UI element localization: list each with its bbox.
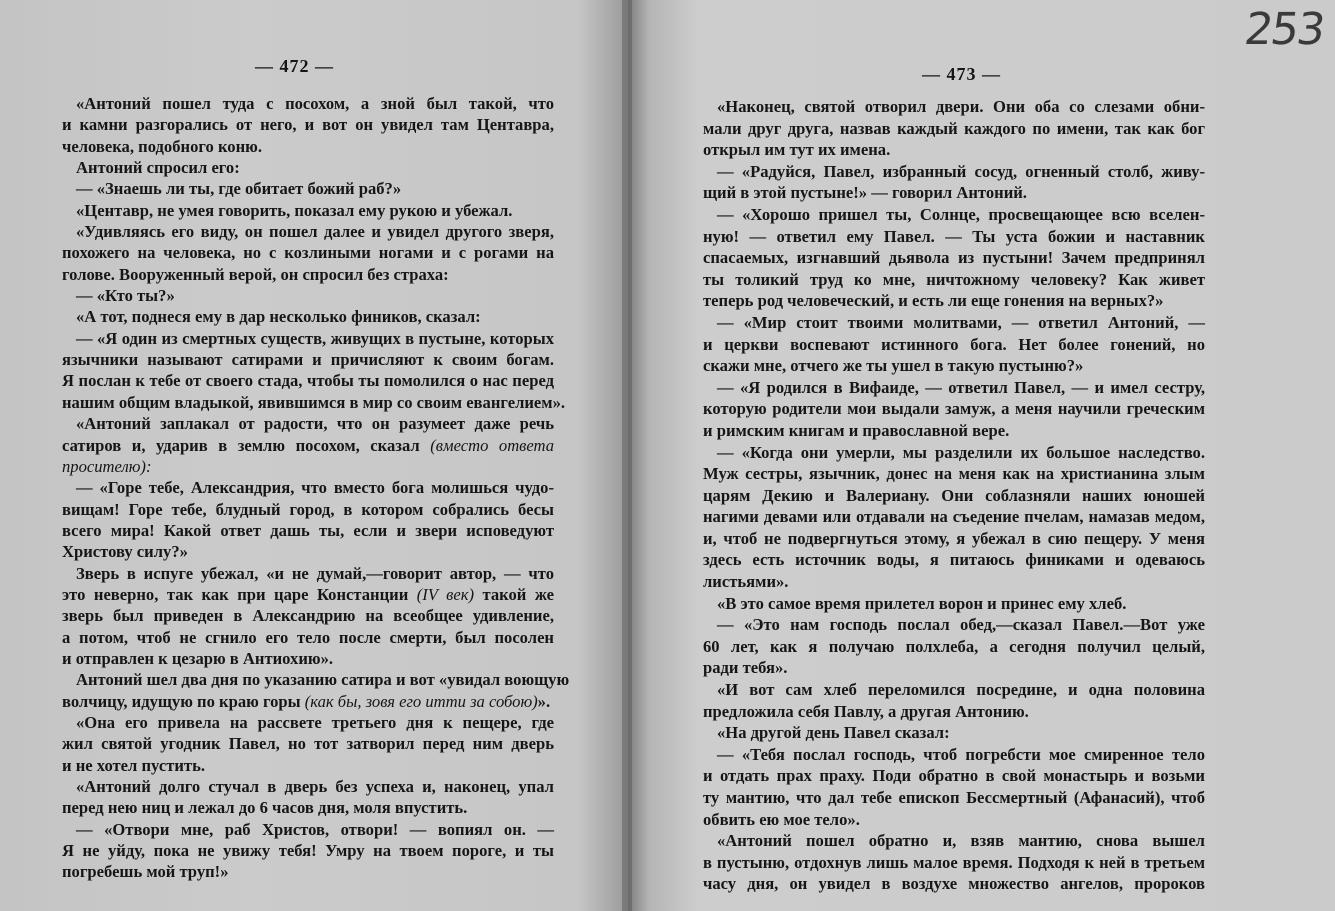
text-line [62, 691, 554, 712]
text-line [703, 873, 1205, 895]
text-segment: и не хотел пустить. [62, 755, 205, 775]
text-segment: листьями». [703, 572, 789, 592]
text-segment: здесь есть источник воды, я питаюсь финиками и одеваюсь [703, 550, 1205, 570]
text-segment: Зверь в испуге убежал, «и не думай,—говорит автор, — что [76, 563, 554, 583]
text-segment: — «Тебя послал господь, чтоб погребсти мое смиренное тело [717, 744, 1205, 764]
text-line [703, 744, 1205, 766]
text-line [703, 701, 1205, 723]
text-line [703, 549, 1205, 571]
text-segment: зверь был приведен в Александрию на всеобщее удивление, [62, 606, 554, 626]
text-segment: Муж сестры, язычник, донес на меня как на христианина злым [703, 464, 1205, 484]
text-segment: и отдать прах праху. Поди обратно в свой монастырь и возьми [703, 766, 1205, 786]
text-line [62, 200, 554, 221]
text-segment: — «Когда они умерли, мы разделили их большое наследство. [717, 442, 1205, 462]
text-segment: «В это самое время прилетел ворон и принес ему хлеб. [717, 593, 1127, 613]
text-line [62, 136, 554, 157]
text-segment: обвить ею мое тело». [703, 809, 860, 829]
text-line [62, 499, 554, 520]
text-line [62, 328, 554, 349]
text-segment: — «Отвори мне, раб Христов, отвори! — вопиял он. — [76, 819, 554, 839]
text-segment: такой же [474, 584, 554, 604]
text-segment: — «Мир стоит твоими молитвами, — ответил Антоний, — [717, 312, 1205, 332]
text-line [703, 614, 1205, 636]
text-line [62, 456, 554, 477]
text-segment: 60 лет, как я получаю полхлеба, а сегодня получил целый, [703, 636, 1205, 656]
handwritten-folio-number: 253 [1241, 4, 1327, 55]
text-line [62, 477, 554, 498]
text-line [703, 442, 1205, 464]
text-segment: голове. Вооруженный верой, он спросил без страха: [62, 264, 449, 284]
text-line [62, 178, 554, 199]
text-segment: а потом, чтоб не сгнило его тело после смерти, был посолен [62, 627, 554, 647]
text-segment: сатиров и, ударив в землю посохом, сказал [62, 435, 431, 455]
text-line [703, 506, 1205, 528]
text-segment: скажи мне, отчего же ты ушел в такую пустыню?» [703, 356, 1084, 376]
text-line [62, 413, 554, 434]
text-segment: ». [537, 691, 551, 711]
text-line [62, 157, 554, 178]
text-segment: «Антоний пошел обратно и, взяв мантию, снова вышел [717, 831, 1205, 851]
text-line [62, 755, 554, 776]
text-line [703, 247, 1205, 269]
text-line [62, 370, 554, 391]
text-segment: всего мира! Какой ответ дашь ты, если и звери исповедуют [62, 520, 554, 540]
text-segment: «Центавр, не умея говорить, показал ему рукою и убежал. [76, 200, 513, 220]
text-segment: спасаемых, изгнавший дьявола из пустыни! Зачем предпринял [703, 248, 1205, 268]
text-line [703, 312, 1205, 334]
text-line [62, 797, 554, 818]
text-line [62, 392, 566, 413]
text-line [703, 765, 1205, 787]
text-segment: нагими девами или отдавали на съедение пчелам, намазав медом, [703, 507, 1205, 527]
text-line [703, 593, 1205, 615]
text-line [703, 657, 1205, 679]
text-line [62, 861, 554, 882]
text-line [703, 269, 1205, 291]
text-line [62, 627, 554, 648]
text-segment: Антоний спросил его: [76, 158, 240, 178]
text-line [62, 114, 554, 135]
text-line [703, 290, 1205, 312]
text-segment: теперь род человеческий, и есть ли еще гонения на верных?» [703, 291, 1164, 311]
text-segment: это неверно, так как при царе Констанции [62, 584, 417, 604]
text-segment: жил святой угодник Павел, но тот затворил перед ним дверь [62, 734, 554, 754]
text-line [62, 563, 554, 584]
text-line [62, 541, 554, 562]
text-segment: в пустыню, отдохнув лишь малое время. Подходя к ней в третьем [703, 852, 1205, 872]
text-line [703, 636, 1205, 658]
book-gutter [622, 0, 632, 911]
text-segment: Я не уйду, пока не увижу тебя! Умру на твоем пороге, и ты [62, 841, 554, 861]
text-segment: щий в этой пустыне!» — говорил Антоний. [703, 183, 1027, 203]
text-segment: — «Я один из смертных существ, живущих в пустыне, которых [76, 328, 554, 348]
text-line [703, 463, 1205, 485]
italic-text: (вместо ответа [430, 435, 555, 455]
text-line [62, 712, 554, 733]
text-line [703, 679, 1205, 701]
text-segment: — «Радуйся, Павел, избранный сосуд, огненный столб, живу- [717, 161, 1205, 181]
text-line [62, 242, 554, 263]
text-line [703, 377, 1205, 399]
text-line [703, 226, 1205, 248]
text-segment: Христову силу?» [62, 542, 188, 562]
text-segment: которую родители мои выдали замуж, а меня научили греческим [703, 399, 1205, 419]
text-segment: «Она его привела на рассвете третьего дня к пещере, где [76, 712, 554, 732]
text-segment: — «Хорошо пришел ты, Солнце, просвещающее всю вселен- [717, 204, 1205, 224]
text-segment: перед нею ниц и лежал до 6 часов дня, моля впустить. [62, 798, 468, 818]
text-segment: нашим общим владыкой, явившимся в мир со своим евангелием». [62, 392, 566, 412]
text-line [703, 571, 1205, 593]
text-line [62, 435, 554, 456]
page-number-left: — 472 — [255, 56, 334, 76]
text-segment: ту мантию, что дал тебе епископ Бессмертный (Афанасий), чтоб [703, 788, 1205, 807]
text-segment: похожего на человека, но с козлиными ногами и с рогами на [62, 243, 554, 263]
text-line [703, 182, 1205, 204]
text-segment: Я послан к тебе от своего стада, чтобы ты помолился о нас перед [62, 371, 554, 391]
text-line [703, 355, 1205, 377]
text-line [703, 334, 1205, 356]
text-segment: человека, подобного коню. [62, 136, 262, 156]
text-segment: волчицу, идущую по краю горы [62, 691, 305, 711]
italic-text: просителю): [62, 456, 152, 476]
text-segment: погребешь мой труп!» [62, 862, 229, 882]
text-line [62, 648, 554, 669]
text-segment: «Антоний пошел туда с посохом, а зной был такой, что [76, 94, 554, 113]
text-line [703, 722, 1205, 744]
text-segment: ную! — ответил ему Павел. — Ты уста божии и наставник [703, 226, 1205, 246]
text-segment: — «Горе тебе, Александрия, что вместо бога молишься чудо- [76, 478, 554, 498]
text-segment: «Удивляясь его виду, он пошел далее и увидел другого зверя, [76, 222, 554, 242]
text-line [703, 852, 1205, 874]
text-segment: и отправлен к цезарю в Антиохию». [62, 648, 334, 668]
text-line [703, 161, 1205, 183]
text-segment: вищам! Горе тебе, блудный город, в котором собрались бесы [62, 499, 554, 519]
text-segment: ты толикий труд ко мне, ничтожному человеку? Как живет [703, 269, 1205, 289]
text-line [703, 528, 1205, 550]
text-line [703, 787, 1205, 809]
text-segment: «На другой день Павел сказал: [717, 723, 950, 743]
left-page-text [62, 93, 570, 883]
text-segment: — «Кто ты?» [76, 286, 175, 306]
text-segment: ради тебя». [703, 658, 788, 678]
text-line [62, 584, 554, 605]
text-segment: и церкви воспевают истинного бога. Нет более гонений, но [703, 334, 1205, 354]
text-line [62, 285, 554, 306]
text-segment: «Наконец, святой отворил двери. Они оба со слезами обни- [717, 97, 1205, 116]
text-segment: предложила себя Павлу, а другая Антонию. [703, 701, 1029, 721]
text-line [703, 420, 1205, 442]
text-segment: Антоний шел два дня по указанию сатира и вот «увидал воющую [76, 670, 570, 690]
text-line [703, 809, 1205, 831]
text-segment: и римским книгам и православной вере. [703, 420, 1010, 440]
text-segment: «А тот, поднеся ему в дар несколько фиников, сказал: [76, 307, 481, 327]
text-line [62, 349, 554, 370]
text-segment: и, чтоб не подвергнуться этому, я убежал в сию пещеру. У меня [703, 528, 1205, 548]
text-segment: «Антоний заплакал от радости, что он разумеет даже речь [76, 414, 554, 434]
text-line [62, 840, 554, 861]
text-line [62, 605, 554, 626]
text-line [703, 139, 1205, 161]
text-line [703, 830, 1205, 852]
italic-text: (IV век) [416, 584, 474, 604]
text-segment: — «Я родился в Вифаиде, — ответил Павел, — и имел сестру, [717, 377, 1205, 397]
text-segment: язычники называют сатирами и причисляют к своим богам. [62, 350, 554, 370]
text-line [62, 819, 554, 840]
text-line [62, 93, 554, 114]
text-segment: и камни разгорались от него, и вот он увидел там Центавра, [62, 115, 554, 135]
text-line [703, 118, 1205, 140]
text-line [62, 776, 554, 797]
right-page-text [703, 96, 1205, 895]
text-line [62, 264, 554, 285]
text-segment: «И вот сам хлеб переломился посредине, и одна половина [717, 680, 1205, 700]
text-line [62, 520, 554, 541]
text-line [62, 306, 554, 327]
text-line [62, 733, 554, 754]
text-segment: «Антоний долго стучал в дверь без успеха и, наконец, упал [76, 777, 554, 796]
text-segment: открыл им тут их имена. [703, 140, 891, 160]
text-line [62, 669, 570, 690]
text-line [703, 398, 1205, 420]
page-number-right: — 473 — [922, 64, 1001, 84]
text-line [703, 485, 1205, 507]
italic-text: (как бы, зовя его итти за собою) [304, 691, 538, 711]
text-segment: мали друг друга, назвав каждый каждого по имени, так как бог [703, 118, 1205, 138]
text-line [62, 221, 554, 242]
text-line [703, 204, 1205, 226]
text-segment: часу дня, он увидел в воздухе множество ангелов, пророков [703, 874, 1205, 894]
text-line [703, 96, 1205, 118]
text-segment: царям Декию и Валериану. Они соблазняли наших юношей [703, 485, 1205, 505]
text-segment: — «Это нам господь послал обед,—сказал Павел.—Вот уже [717, 615, 1205, 635]
text-segment: — «Знаешь ли ты, где обитает божий раб?» [76, 179, 402, 199]
